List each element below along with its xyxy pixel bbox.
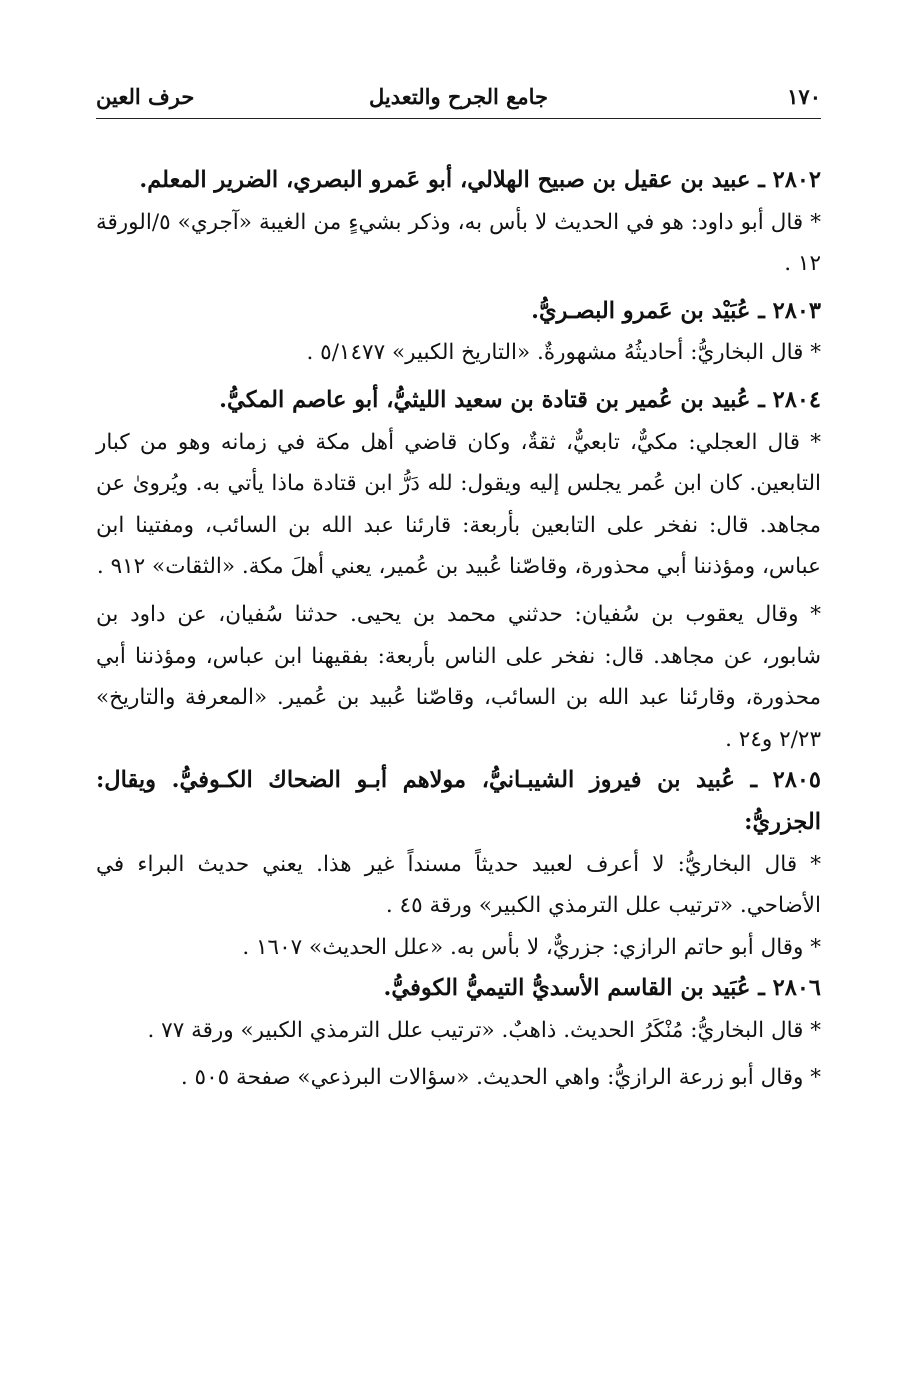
entry-paragraph: * قال البخاريُّ: لا أعرف لعبيد حديثاً مسنداً غير هذا. يعني حديث البراء في الأضاحي. «ترتيب علل الترمذي الكبير» ورقة ٤٥ . <box>96 851 821 919</box>
entry-heading: ٢٨٠٥ ـ عُبيد بن فيروز الشيبـانيُّ، مولاهم أبـو الضحاك الكـوفيُّ. ويقال: الجزريُّ: <box>96 767 821 835</box>
book-title: جامع الجرح والتعديل <box>369 84 548 109</box>
entry-paragraph: * قال أبو داود: هو في الحديث لا بأس به، وذكر بشيءٍ من الغيبة «آجري» ٥/الورقة ١٢ . <box>96 209 821 277</box>
entry-paragraph: * وقال أبو حاتم الرازي: جزريٌّ، لا بأس به. «علل الحديث» ١٦٠٧ . <box>242 934 821 960</box>
entry-heading: ٢٨٠٦ ـ عُبَيد بن القاسم الأسديُّ التيميُّ الكوفيُّ. <box>383 975 821 1002</box>
entry-paragraph: * قال البخاريُّ: مُنْكَرُ الحديث. ذاهبٌ. «ترتيب علل الترمذي الكبير» ورقة ٧٧ . <box>147 1017 821 1043</box>
entry-heading: ٢٨٠٣ ـ عُبَيْد بن عَمرو البصـريُّ. <box>531 297 821 324</box>
entry-paragraph: * وقال أبو زرعة الرازيُّ: واهي الحديث. «سؤالات البرذعي» صفحة ٥٠٥ . <box>180 1065 821 1091</box>
page-number: ١٧٠ <box>787 84 821 109</box>
entry-paragraph: * قال العجلي: مكيٌّ، تابعيٌّ، ثقةٌ، وكان قاضي أهل مكة في زمانه وهو من كبار التابعين. كان ابن عُمر يجلس إليه ويقول: لله دَرُّ ابن قتادة ماذا يأتي به. ويُروىٰ عن مجاهد. قال: نفخر على التابعين بأربعة: قارئنا عبد الله بن السائب، ومفتينا ابن عباس، ومؤذننا أبي محذورة، وقاصّنا عُبيد بن عُمير، يعني أهلَ مكة. «الثقات» ٩١٢ . <box>96 429 821 580</box>
chapter-title: حرف العين <box>96 84 195 109</box>
page-header <box>96 78 821 118</box>
entry-paragraph: * قال البخاريُّ: أحاديثُهُ مشهورةٌ. «التاريخ الكبير» ٥/١٤٧٧ . <box>306 340 821 366</box>
page-body <box>96 160 821 1099</box>
entry-paragraph: * وقال يعقوب بن سُفيان: حدثني محمد بن يحيى. حدثنا سُفيان، عن داود بن شابور، عن مجاهد. قال: نفخر على الناس بأربعة: بفقيهنا ابن عباس، ومؤذننا أبي محذورة، وقارئنا عبد الله بن السائب، وقاصّنا عُبيد بن عُمير. «المعرفة والتاريخ» ٢/٢٣ و٢٤ . <box>96 601 821 752</box>
entry-heading: ٢٨٠٢ ـ عبيد بن عقيل بن صبيح الهلالي، أبو عَمرو البصري، الضرير المعلم. <box>139 167 821 193</box>
header-divider <box>96 118 821 119</box>
entry-heading: ٢٨٠٤ ـ عُبيد بن عُمير بن قتادة بن سعيد الليثيُّ، أبو عاصم المكيُّ. <box>219 386 821 413</box>
